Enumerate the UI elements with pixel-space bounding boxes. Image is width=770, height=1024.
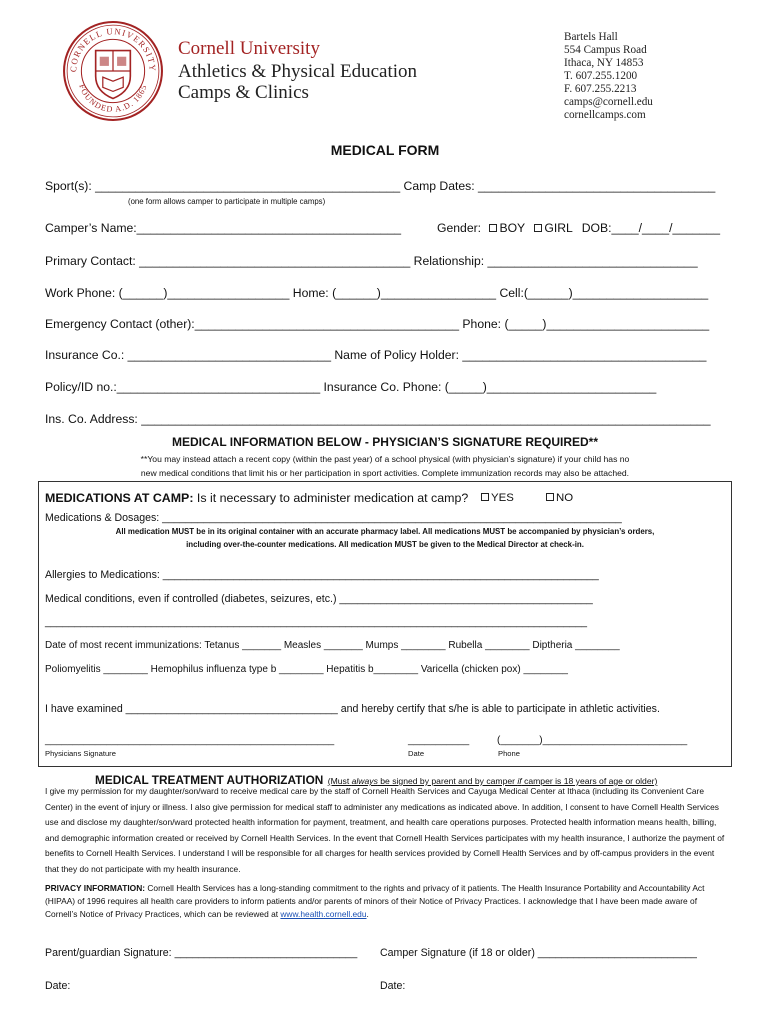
medication-notice-line: including over-the-counter medications. All medication MUST be given to the Medical Director at check-in. — [186, 540, 584, 549]
treatment-subheading: (Must always be signed by parent and by camper if camper is 18 years of age or older) — [327, 776, 658, 786]
dosages-field[interactable]: Medications & Dosages: ______________________________________________________________________________ — [45, 512, 622, 524]
boy-checkbox[interactable] — [489, 224, 497, 232]
medical-conditions-field[interactable]: Medical conditions, even if controlled (diabetes, seizures, etc.) ___________________________________________ — [45, 593, 593, 605]
address-line: Bartels Hall — [564, 31, 618, 43]
phone-label: Phone — [498, 749, 520, 758]
phone-numbers-field[interactable]: Work Phone: (______)__________________ Home: (______)_________________ Cell:(______)____________________ — [45, 286, 709, 300]
treatment-authorization-text: I give my permission for my daughter/son/ward to receive medical care by the staff of Cornell Health Services and Cayuga Medical Center at Ithaca (including its Convenient Care Center) in the event of injury or illness. I also give permission for medical staff to administer any medications as indicated above. In addition, I consent to have Cornell Health Services use and disclose my daughter/son/ward protected health information for payment, treatment, and health care operations purposes. Protected health information means health, billing, and demographic information created or received by Cornell Health Services. In the event that Cornell Health Services participates with my health insurance, I authorize the payment of benefits to Cornell Health Services. I understand I will be responsible for all charges for health services provided by Cornell Health Services and by off-campus providers in the event that they do not participate with my health insurance. — [45, 786, 725, 874]
seal-text-top: CORNELL UNIVERSITY — [68, 26, 158, 73]
university-name: Cornell University — [178, 38, 320, 59]
address-line: Ithaca, NY 14853 — [564, 57, 644, 69]
physical-note-line: **You may instead attach a recent copy (within the past year) of a school physical (with physician’s signature) if your child has no — [140, 454, 630, 464]
no-label: NO — [556, 492, 574, 504]
allergies-field[interactable]: Allergies to Medications: __________________________________________________________________________ — [45, 569, 599, 581]
sports-camp-dates-field[interactable]: Sport(s): _____________________________________________ Camp Dates: ___________________________________ — [45, 179, 716, 193]
gender-label: Gender: — [437, 221, 482, 235]
email-line: camps@cornell.edu — [564, 96, 653, 108]
gender-field — [437, 221, 720, 235]
emergency-contact-field[interactable]: Emergency Contact (other):_______________________________________ Phone: (_____)________________________ — [45, 317, 710, 331]
primary-contact-field[interactable]: Primary Contact: ________________________________________ Relationship: _______________________________ — [45, 254, 698, 268]
physician-signature-line[interactable]: ____________________________________________________ — [45, 735, 335, 746]
no-checkbox[interactable] — [546, 493, 554, 501]
address-line: 554 Campus Road — [564, 44, 647, 56]
medication-no-option[interactable] — [546, 492, 573, 504]
date-label: Date — [408, 749, 425, 758]
insurance-company-field[interactable]: Insurance Co.: ______________________________ Name of Policy Holder: ____________________________________ — [45, 348, 707, 362]
privacy-information-text: PRIVACY INFORMATION: Cornell Health Services has a long-standing commitment to the rights and privacy of it patients. The Health Insurance Portability and Accountability Act (HIPAA) of 1996 requires all health care providers to inform patients and/or parents of minors of their Notice of Privacy Practices. I acknowledge that I have been made aware of Cornell’s Notice of Privacy Practices, which can be reviewed at www.health.cornell.edu. — [45, 883, 705, 919]
physical-note-line: new medical conditions that limit his or her participation in sport activities. Complete immunization records may also be attached. — [140, 468, 630, 478]
girl-checkbox[interactable] — [534, 224, 542, 232]
physician-certify-field[interactable]: I have examined ____________________________________ and hereby certify that s/he is able to participate in athletic activities. — [45, 703, 660, 715]
camper-signature-field[interactable]: Camper Signature (if 18 or older) ___________________________ — [380, 947, 697, 959]
camper-date-field[interactable]: Date: — [380, 980, 406, 992]
medications-question — [45, 491, 468, 505]
physician-signature-label: Physicians Signature — [45, 749, 116, 758]
sports-note: (one form allows camper to participate in multiple camps) — [128, 197, 326, 206]
dob-field[interactable]: DOB:____/____/_______ — [581, 221, 720, 235]
cornell-seal-logo — [62, 20, 164, 122]
department-name: Athletics & Physical Education — [178, 61, 418, 82]
camper-name-field[interactable]: Camper’s Name:_______________________________________ — [45, 221, 402, 235]
immunizations-row-2[interactable]: Poliomyelitis ________ Hemophilus influenza type b ________ Hepatitis b________ Varicella (chicken pox) ________ — [45, 664, 568, 675]
immunizations-row-1[interactable]: Date of most recent immunizations: Tetanus _______ Measles _______ Mumps ________ Rubella ________ Diptheria ________ — [45, 640, 620, 651]
medication-yes-option[interactable] — [481, 492, 514, 504]
policy-id-field[interactable]: Policy/ID no.:______________________________ Insurance Co. Phone: (_____)_________________________ — [45, 380, 657, 394]
treatment-heading: MEDICAL TREATMENT AUTHORIZATION — [95, 773, 324, 787]
website-line: cornellcamps.com — [564, 109, 646, 121]
medications-label: MEDICATIONS AT CAMP: — [45, 491, 194, 505]
insurance-address-field[interactable]: Ins. Co. Address: ____________________________________________________________________________________ — [45, 412, 711, 426]
medications-question-text: Is it necessary to administer medication at camp? — [196, 491, 469, 505]
parent-date-field[interactable]: Date: — [45, 980, 71, 992]
address-line: T. 607.255.1200 — [564, 70, 638, 82]
address-line: F. 607.255.2213 — [564, 83, 637, 95]
parent-signature-field[interactable]: Parent/guardian Signature: _______________________________ — [45, 947, 358, 959]
seal-text-bottom: FOUNDED A.D. 1865 — [77, 83, 149, 114]
yes-checkbox[interactable] — [481, 493, 489, 501]
medical-conditions-continued[interactable]: ____________________________________________________________________________________________ — [45, 616, 588, 628]
program-name: Camps & Clinics — [178, 82, 309, 103]
health-website-link[interactable]: www.health.cornell.edu — [280, 909, 367, 919]
girl-label: GIRL — [544, 221, 573, 235]
privacy-label: PRIVACY INFORMATION: — [45, 883, 146, 893]
boy-label: BOY — [499, 221, 525, 235]
form-title: MEDICAL FORM — [330, 142, 440, 158]
physician-phone-line[interactable]: (_______)__________________________ — [497, 735, 688, 746]
medication-notice-line: All medication MUST be in its original container with an accurate pharmacy label. All medications MUST be accompanied by physician’s orders, — [115, 527, 655, 536]
physician-date-line[interactable]: ___________ — [408, 735, 470, 746]
medical-info-heading: MEDICAL INFORMATION BELOW - PHYSICIAN’S SIGNATURE REQUIRED** — [171, 435, 598, 449]
yes-label: YES — [491, 492, 514, 504]
